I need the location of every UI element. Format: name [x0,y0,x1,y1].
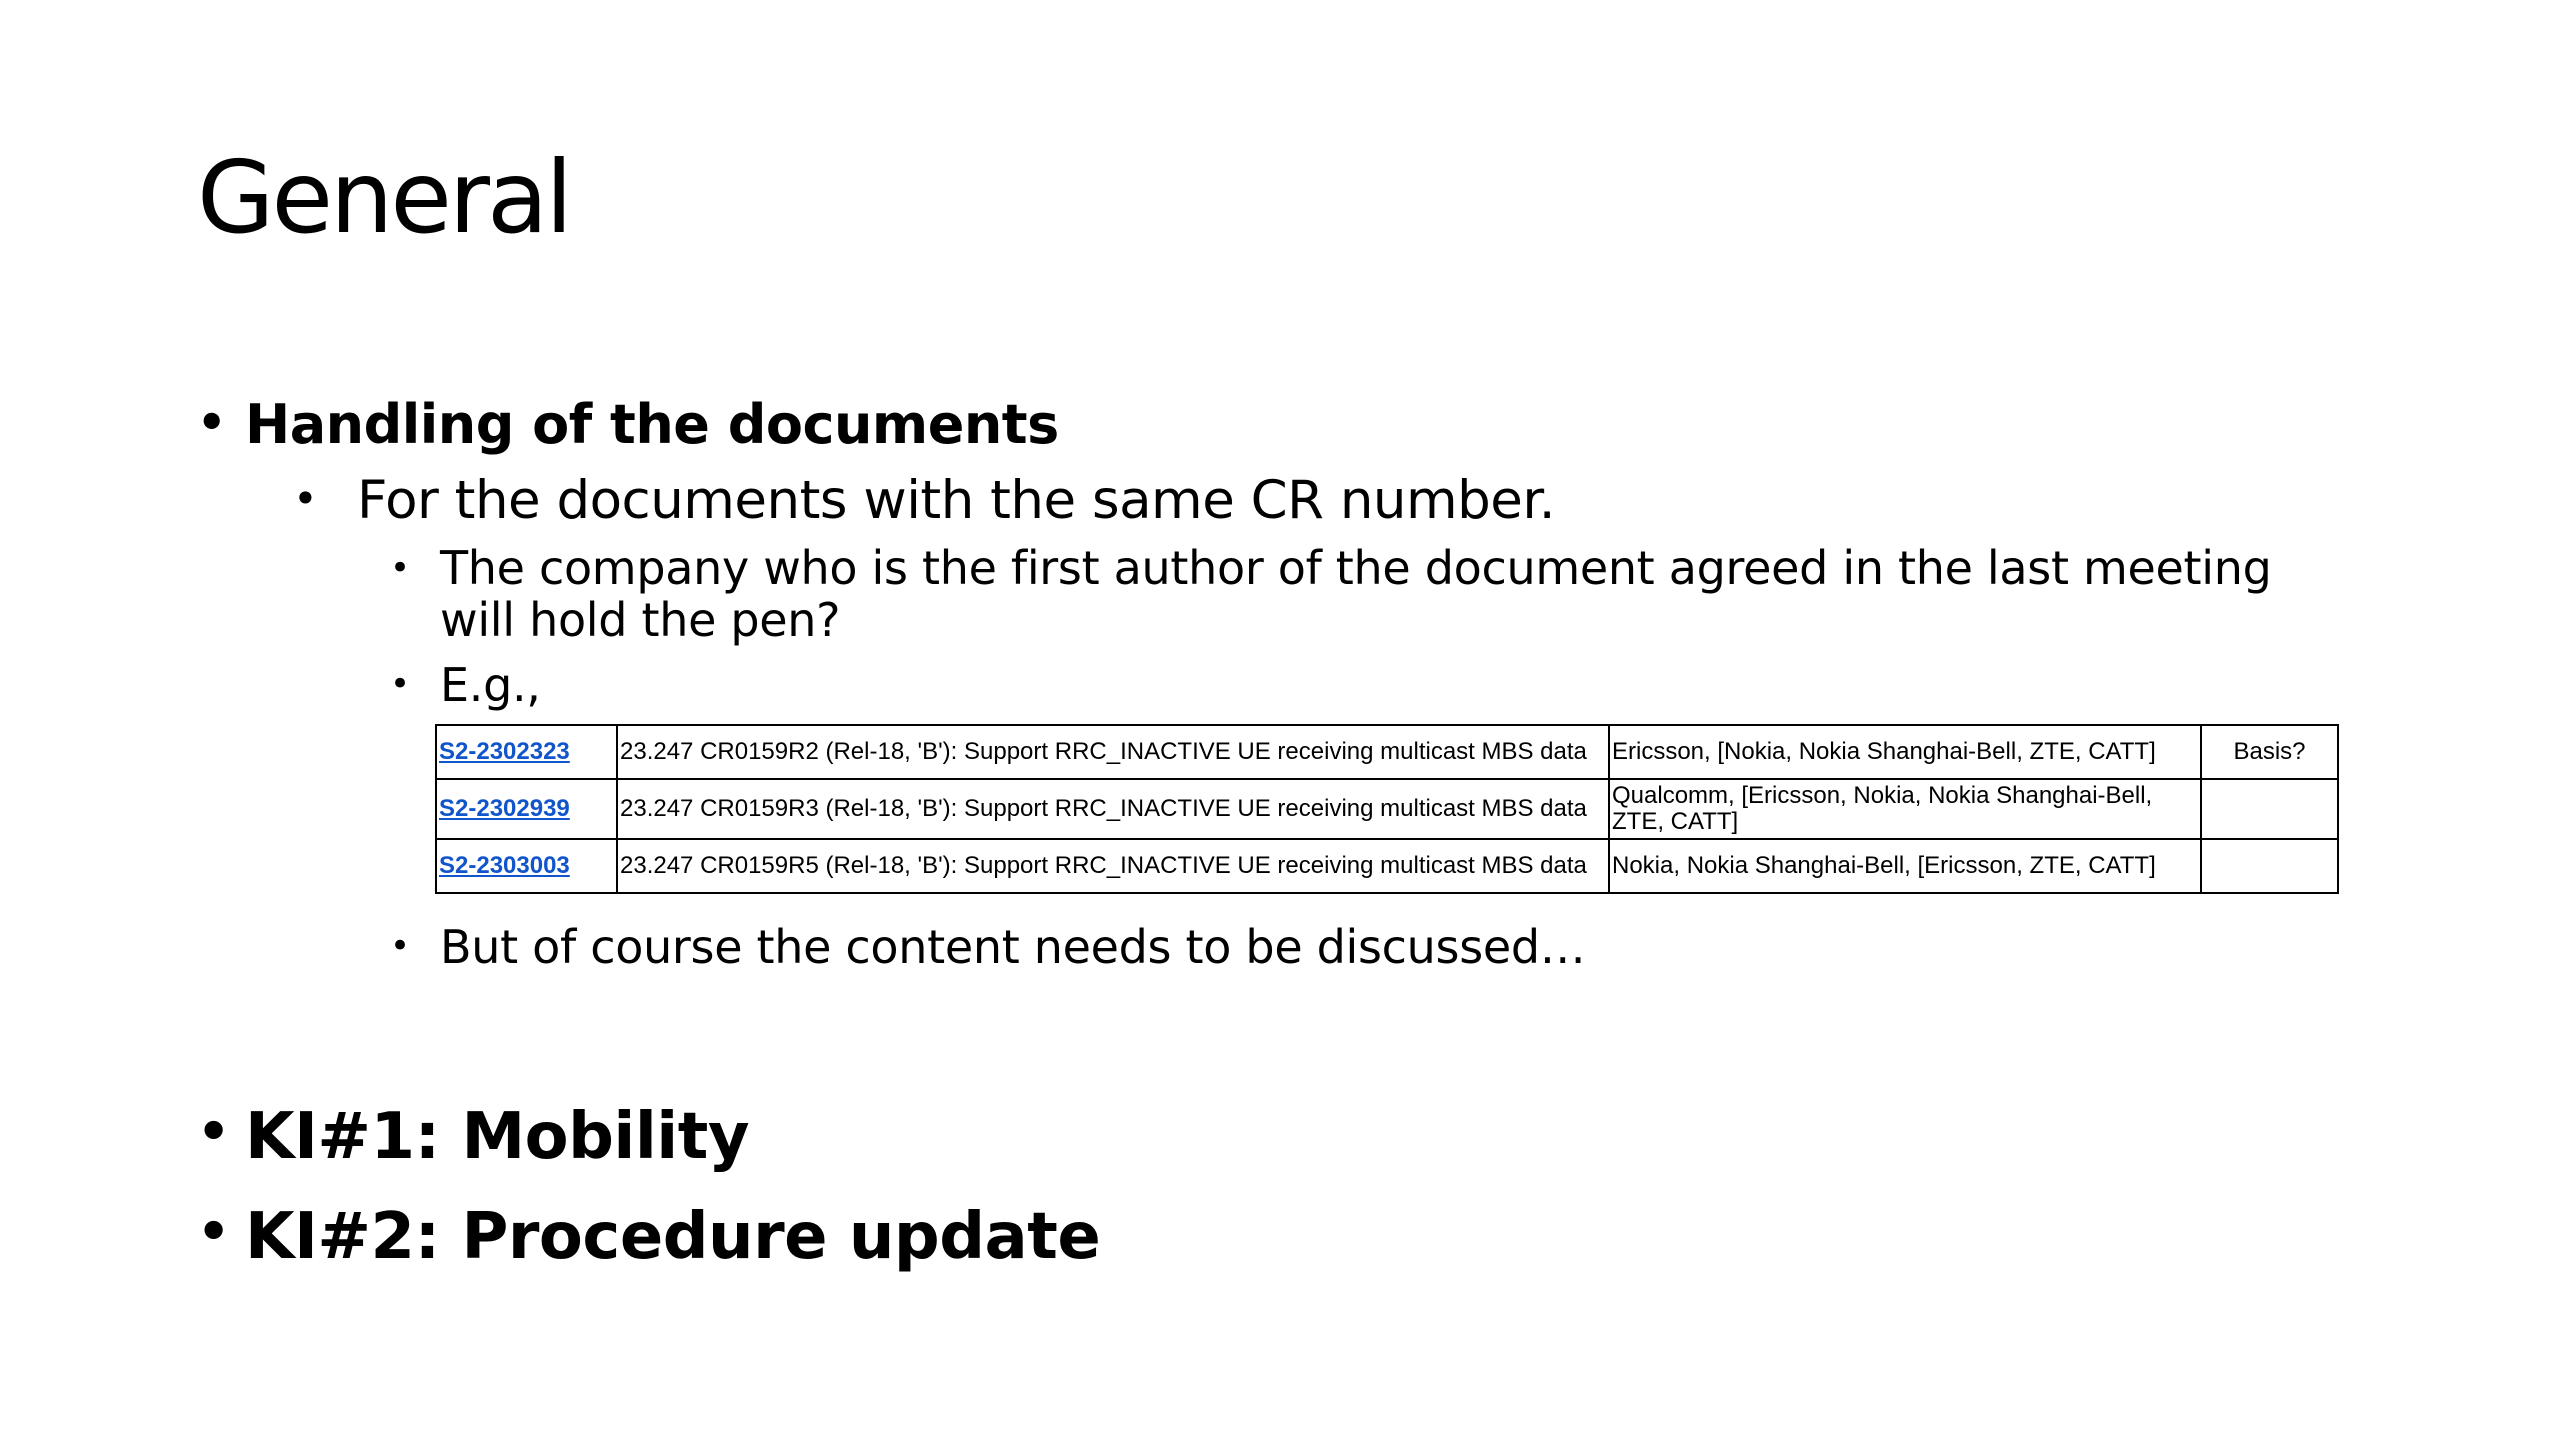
note-cell [2201,779,2338,839]
bullet-dot: • [197,395,226,449]
tdoc-link[interactable]: S2-2302939 [439,795,570,822]
tdoc-cell [436,779,617,839]
bullet-text: For the documents with the same CR number. [357,470,1556,531]
bullet-dot: • [390,926,410,966]
bullet-dot: • [390,664,410,704]
tdoc-cell [436,839,617,893]
bullet-dot: • [197,1102,230,1162]
title-cell: 23.247 CR0159R5 (Rel-18, 'B'): Support RRC_INACTIVE UE receiving multicast MBS data [617,839,1609,893]
bullet-text: Handling of the documents [245,393,1059,456]
source-cell: Nokia, Nokia Shanghai-Bell, [Ericsson, ZTE, CATT] [1609,839,2201,893]
bullet-text: KI#1: Mobility [245,1100,750,1174]
slide-title: General [197,139,571,256]
bullet-text: E.g., [440,658,541,712]
documents-table [435,724,2339,894]
table-row [436,779,2338,839]
table-row [436,839,2338,893]
bullet-dot: • [390,548,410,588]
title-cell: 23.247 CR0159R3 (Rel-18, 'B'): Support RRC_INACTIVE UE receiving multicast MBS data [617,779,1609,839]
source-cell: Qualcomm, [Ericsson, Nokia, Nokia Shanghai-Bell, ZTE, CATT] [1609,779,2201,839]
bullet-text: The company who is the first author of the document agreed in the last meeting will hold the pen? [440,541,2272,647]
tdoc-link[interactable]: S2-2303003 [439,852,570,879]
tdoc-cell [436,725,617,779]
bullet-dot: • [197,1202,230,1262]
bullet-text: But of course the content needs to be discussed… [440,920,1586,974]
title-cell: 23.247 CR0159R2 (Rel-18, 'B'): Support RRC_INACTIVE UE receiving multicast MBS data [617,725,1609,779]
table-row [436,725,2338,779]
bullet-text: KI#2: Procedure update [245,1200,1101,1274]
bullet-dot: • [293,474,318,523]
tdoc-link[interactable]: S2-2302323 [439,738,570,765]
source-cell: Ericsson, [Nokia, Nokia Shanghai-Bell, ZTE, CATT] [1609,725,2201,779]
note-cell [2201,839,2338,893]
note-cell: Basis? [2201,725,2338,779]
